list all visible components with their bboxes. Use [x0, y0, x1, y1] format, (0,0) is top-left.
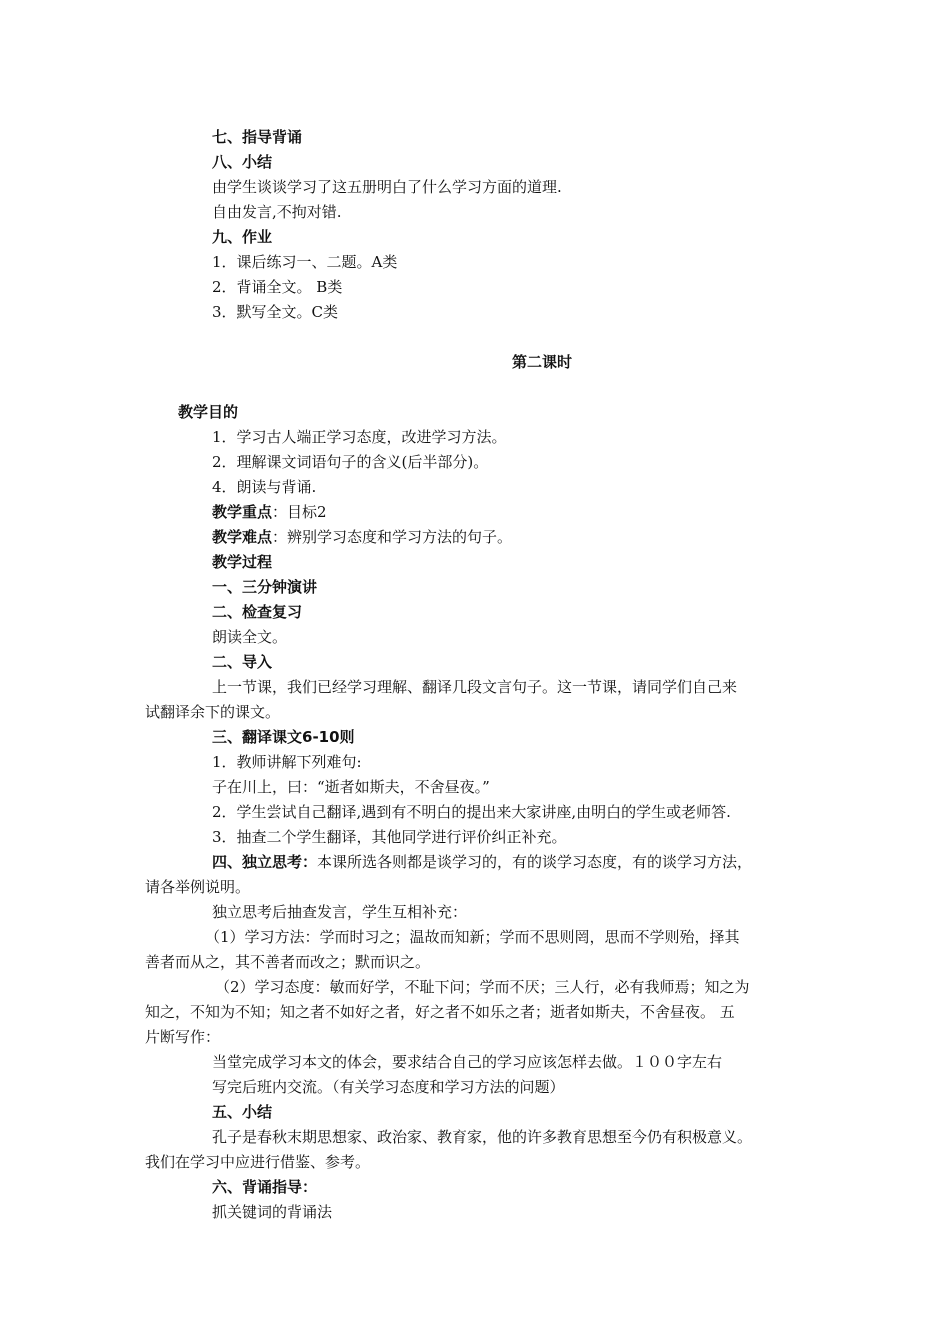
- key-point-label: 教学重点: [212, 503, 273, 521]
- paragraph: 1．教师讲解下列难句:: [212, 753, 362, 771]
- objective-item: 2．理解课文词语句子的含义(后半部分)。: [212, 453, 489, 471]
- paragraph: 写完后班内交流。（有关学习态度和学习方法的问题）: [212, 1078, 565, 1096]
- heading-homework: 九、作业: [212, 228, 273, 246]
- step-heading: 二、导入: [212, 653, 273, 671]
- paragraph: 当堂完成学习本文的体会，要求结合自己的学习应该怎样去做。１００字左右: [212, 1053, 723, 1071]
- difficulty-point: [212, 527, 512, 547]
- step-heading: 一、三分钟演讲: [212, 578, 318, 596]
- step-heading: 二、检查复习: [212, 603, 303, 621]
- objective-item: 4．朗读与背诵.: [212, 478, 317, 496]
- paragraph: 自由发言,不拘对错.: [212, 203, 342, 221]
- process-heading: 教学过程: [212, 553, 273, 571]
- difficulty-text: ：辨别学习态度和学习方法的句子。: [272, 528, 513, 546]
- paragraph: 3．抽查二个学生翻译，其他同学进行评价纠正补充。: [212, 828, 567, 846]
- step-heading: 五、小结: [212, 1103, 273, 1121]
- paragraph: 请各举例说明。: [145, 878, 251, 896]
- step-text: 本课所选各则都是谈学习的，有的谈学习态度，有的谈学习方法，: [317, 853, 753, 871]
- paragraph: （1）学习方法：学而时习之；温故而知新；学而不思则罔，思而不学则殆，择其: [205, 928, 740, 946]
- paragraph: 2．学生尝试自己翻译,遇到有不明白的提出来大家讲座,由明白的学生或老师答.: [212, 803, 731, 821]
- step-think: [212, 852, 752, 872]
- homework-item: 2．背诵全文。 B类: [212, 278, 343, 296]
- step-label: 四、独立思考：: [212, 853, 318, 871]
- paragraph: 朗读全文。: [212, 628, 288, 646]
- paragraph: 由学生谈谈学习了这五册明白了什么学习方面的道理.: [212, 178, 562, 196]
- paragraph: 抓关键词的背诵法: [212, 1203, 333, 1221]
- step-heading: 三、翻译课文6-10则: [212, 728, 355, 746]
- lesson-title: 第二课时: [512, 353, 573, 371]
- paragraph: 试翻译余下的课文。: [145, 703, 281, 721]
- paragraph: 我们在学习中应进行借鉴、参考。: [145, 1153, 371, 1171]
- paragraph: 孔子是春秋末期思想家、政治家、教育家，他的许多教育思想至今仍有积极意义。: [212, 1128, 753, 1146]
- paragraph: 善者而从之，其不善者而改之；默而识之。: [145, 953, 431, 971]
- paragraph: 子在川上，曰：“逝者如斯夫，不舍昼夜。”: [212, 778, 490, 796]
- homework-item: 1．课后练习一、二题。A类: [212, 253, 398, 271]
- key-point: [212, 502, 327, 522]
- paragraph: 片断写作：: [145, 1028, 221, 1046]
- heading-recite-guide: 七、指导背诵: [212, 128, 303, 146]
- homework-item: 3．默写全文。C类: [212, 303, 339, 321]
- paragraph: 独立思考后抽查发言，学生互相补充：: [212, 903, 468, 921]
- objective-item: 1．学习古人端正学习态度，改进学习方法。: [212, 428, 507, 446]
- heading-summary: 八、小结: [212, 153, 273, 171]
- paragraph: 知之，不知为不知；知之者不如好之者，好之者不如乐之者；逝者如斯夫，不舍昼夜。 五: [145, 1003, 735, 1021]
- step-heading: 六、背诵指导：: [212, 1178, 318, 1196]
- paragraph: （2）学习态度：敏而好学，不耻下问；学而不厌；三人行，必有我师焉；知之为: [215, 978, 750, 996]
- key-point-text: ：目标2: [272, 503, 327, 521]
- objectives-heading: 教学目的: [178, 403, 239, 421]
- paragraph: 上一节课，我们已经学习理解、翻译几段文言句子。这一节课，请同学们自己来: [212, 678, 738, 696]
- difficulty-label: 教学难点: [212, 528, 273, 546]
